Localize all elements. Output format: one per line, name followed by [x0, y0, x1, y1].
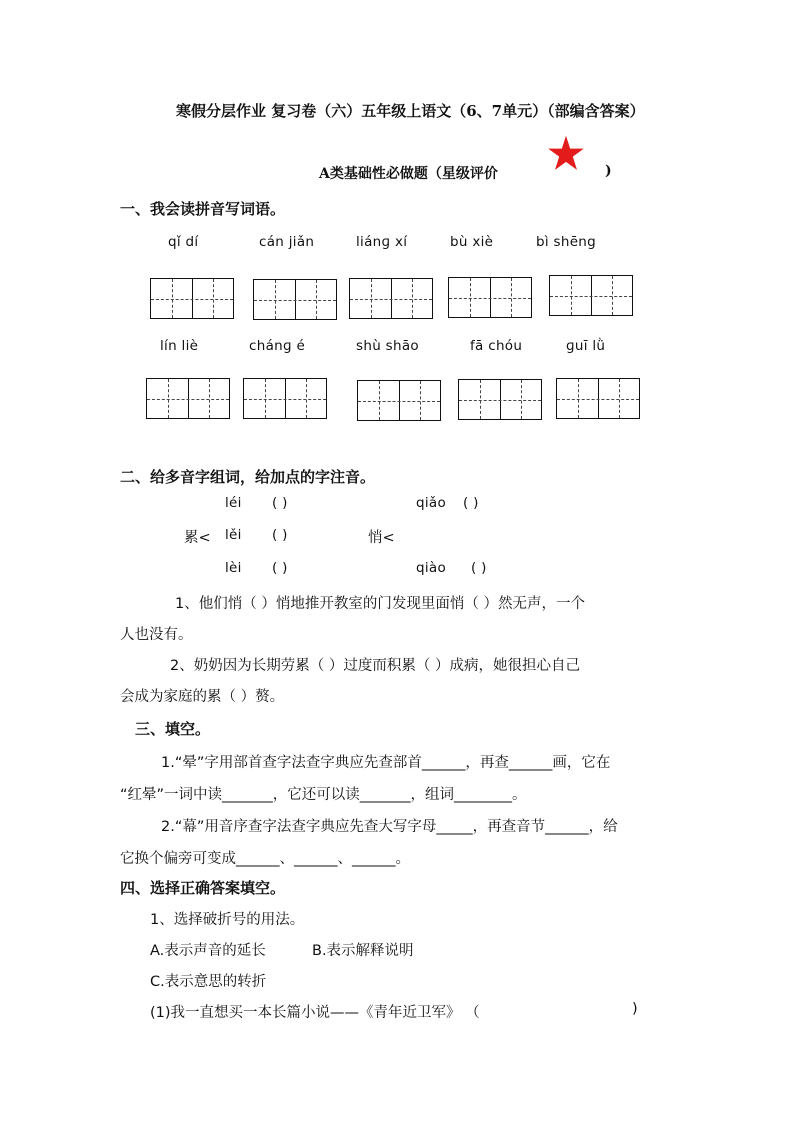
writing-grid[interactable] [146, 378, 230, 419]
page-title: 寒假分层作业 复习卷（六）五年级上语文（6、7单元）（部编含答案） [176, 102, 645, 120]
option-c: C.表示意思的转折 [150, 974, 267, 990]
qiao-pinyin-1: qiǎo [416, 495, 447, 511]
choice-q1: 1、选择破折号的用法。 [150, 912, 305, 928]
fill-q2-line-2: 它换个偏旁可变成______、______、______。 [120, 851, 410, 867]
section2-heading: 二、给多音字组词，给加点的字注音。 [120, 468, 376, 486]
qiao-paren-1[interactable]: ( ) [463, 495, 479, 511]
writing-grid[interactable] [556, 378, 640, 419]
option-b: B.表示解释说明 [312, 943, 414, 959]
option-a: A.表示声音的延长 [150, 943, 266, 959]
qiao-char: 悄< [368, 530, 395, 546]
lei-pinyin-2: lěi [225, 527, 242, 543]
lei-paren-1[interactable]: ( ) [272, 495, 288, 511]
writing-grid[interactable] [448, 277, 532, 318]
writing-grid[interactable] [253, 279, 337, 320]
pinyin-6: lín liè [160, 338, 199, 354]
subtitle-close-paren: ) [605, 163, 612, 179]
writing-grid[interactable] [357, 380, 441, 421]
pinyin-8: shù shāo [356, 338, 419, 354]
pinyin-9: fā chóu [470, 338, 523, 354]
fill-q2-line-1: 2.“幕”用音序查字法查字典应先查大写字母_____，再查音节______，给 [161, 819, 618, 835]
qiao-paren-2[interactable]: ( ) [471, 560, 487, 576]
lei-pinyin-3: lèi [225, 560, 242, 576]
lei-pinyin-1: léi [225, 495, 242, 511]
pinyin-4: bù xiè [450, 234, 494, 250]
writing-grid[interactable] [549, 275, 633, 316]
section1-heading: 一、我会读拼音写词语。 [120, 200, 286, 218]
star-icon [547, 135, 585, 171]
section3-heading: 三、填空。 [135, 720, 211, 738]
choice-item-1: (1)我一直想买一本长篇小说——《青年近卫军》 （ [150, 1005, 480, 1021]
writing-grid[interactable] [150, 278, 234, 319]
writing-grid[interactable] [349, 278, 433, 319]
sentence-1-line-2: 人也没有。 [120, 627, 193, 643]
lei-paren-3[interactable]: ( ) [272, 560, 288, 576]
pinyin-7: chánɡ é [249, 338, 306, 354]
pinyin-2: cán jiǎn [259, 234, 315, 250]
sentence-1-line-1: 1、他们悄（ ）悄地推开教室的门发现里面悄（ ）然无声，一个 [175, 596, 585, 612]
sentence-2-line-1: 2、奶奶因为长期劳累（ ）过度而积累（ ）成病，她很担心自己 [170, 658, 580, 674]
lei-char: 累< [184, 530, 211, 546]
sentence-2-line-2: 会成为家庭的累（ ）赘。 [120, 689, 285, 705]
lei-paren-2[interactable]: ( ) [272, 527, 288, 543]
choice-item-1-close-paren: ) [632, 1001, 638, 1017]
subtitle: A类基础性必做题（星级评价 [319, 166, 498, 182]
fill-q1-line-1: 1.“晕”字用部首查字法查字典应先查部首______，再查______画，它在 [161, 755, 611, 771]
pinyin-1: qǐ dí [168, 234, 199, 250]
fill-q1-line-2: “红晕”一词中读_______，它还可以读_______，组词________。 [120, 787, 527, 803]
pinyin-3: liánɡ xí [356, 234, 408, 250]
pinyin-5: bì shēng [536, 234, 597, 250]
writing-grid[interactable] [243, 378, 327, 419]
pinyin-10: ɡuī lǜ [566, 338, 606, 354]
writing-grid[interactable] [458, 379, 542, 420]
section4-heading: 四、选择正确答案填空。 [120, 879, 286, 897]
qiao-pinyin-2: qiào [416, 560, 447, 576]
